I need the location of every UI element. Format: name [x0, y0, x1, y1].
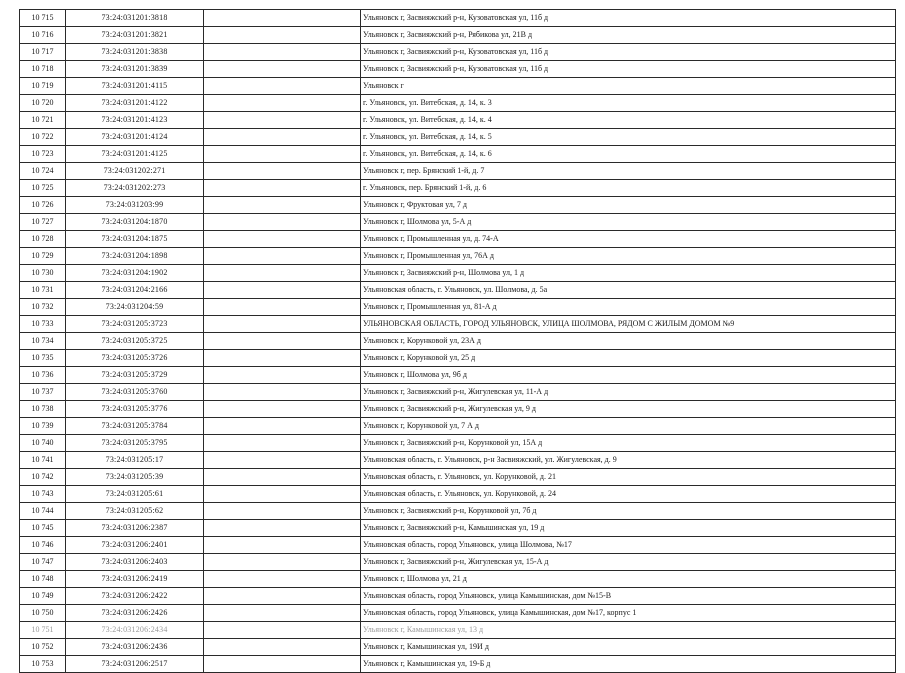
row-number-cell: 10 728 — [20, 231, 66, 248]
cadastral-number-cell: 73:24:031205:3725 — [66, 333, 204, 350]
table-row — [20, 537, 896, 554]
cadastral-number-cell: 73:24:031206:2517 — [66, 656, 204, 673]
address-cell: Ульяновск г, Засвияжский р-н, Жигулевская ул, 11-А д — [361, 384, 896, 401]
cadastral-number-cell: 73:24:031205:3723 — [66, 316, 204, 333]
row-number-cell: 10 729 — [20, 248, 66, 265]
empty-cell — [204, 401, 361, 418]
empty-cell — [204, 588, 361, 605]
table-row — [20, 554, 896, 571]
table-row — [20, 282, 896, 299]
empty-cell — [204, 248, 361, 265]
row-number-cell: 10 743 — [20, 486, 66, 503]
address-cell: Ульяновск г, Засвияжский р-н, Рябикова ул, 21В д — [361, 27, 896, 44]
row-number-cell: 10 730 — [20, 265, 66, 282]
address-cell: Ульяновск г, Камышинская ул, 19И д — [361, 639, 896, 656]
address-cell: Ульяновск г, Корунковой ул, 25 д — [361, 350, 896, 367]
empty-cell — [204, 350, 361, 367]
row-number-cell: 10 744 — [20, 503, 66, 520]
table-row — [20, 418, 896, 435]
row-number-cell: 10 739 — [20, 418, 66, 435]
table-row — [20, 401, 896, 418]
address-cell: Ульяновск г, пер. Брянский 1-й, д. 7 — [361, 163, 896, 180]
cadastral-number-cell: 73:24:031205:39 — [66, 469, 204, 486]
cadastral-number-cell: 73:24:031201:3818 — [66, 10, 204, 27]
address-cell: Ульяновск г, Фруктовая ул, 7 д — [361, 197, 896, 214]
table-row — [20, 180, 896, 197]
empty-cell — [204, 503, 361, 520]
address-cell: Ульяновск г, Засвияжский р-н, Шолмова ул, 1 д — [361, 265, 896, 282]
cadastral-number-cell: 73:24:031205:3784 — [66, 418, 204, 435]
empty-cell — [204, 452, 361, 469]
table-row — [20, 44, 896, 61]
address-cell: г. Ульяновск, ул. Витебская, д. 14, к. 5 — [361, 129, 896, 146]
table-row — [20, 78, 896, 95]
row-number-cell: 10 723 — [20, 146, 66, 163]
address-cell: Ульяновск г, Засвияжский р-н, Корунковой ул, 15А д — [361, 435, 896, 452]
row-number-cell: 10 737 — [20, 384, 66, 401]
empty-cell — [204, 554, 361, 571]
table-row — [20, 95, 896, 112]
empty-cell — [204, 486, 361, 503]
row-number-cell: 10 742 — [20, 469, 66, 486]
table-row — [20, 503, 896, 520]
row-number-cell: 10 732 — [20, 299, 66, 316]
empty-cell — [204, 418, 361, 435]
table-row — [20, 112, 896, 129]
row-number-cell: 10 734 — [20, 333, 66, 350]
cadastral-number-cell: 73:24:031204:59 — [66, 299, 204, 316]
table-row — [20, 350, 896, 367]
table-row — [20, 146, 896, 163]
address-cell: Ульяновск г, Шолмова ул, 5-А д — [361, 214, 896, 231]
address-cell: Ульяновская область, г. Ульяновск, ул. Корунковой, д. 21 — [361, 469, 896, 486]
table-row — [20, 163, 896, 180]
row-number-cell: 10 751 — [20, 622, 66, 639]
table-row — [20, 129, 896, 146]
cadastral-number-cell: 73:24:031204:2166 — [66, 282, 204, 299]
row-number-cell: 10 738 — [20, 401, 66, 418]
cadastral-number-cell: 73:24:031201:4125 — [66, 146, 204, 163]
table-row — [20, 367, 896, 384]
empty-cell — [204, 367, 361, 384]
row-number-cell: 10 746 — [20, 537, 66, 554]
table-row — [20, 316, 896, 333]
cadastral-number-cell: 73:24:031205:61 — [66, 486, 204, 503]
address-cell: Ульяновск г, Засвияжский р-н, Жигулевская ул, 9 д — [361, 401, 896, 418]
cadastral-number-cell: 73:24:031206:2419 — [66, 571, 204, 588]
address-cell: Ульяновск г, Шолмова ул, 21 д — [361, 571, 896, 588]
table-row — [20, 605, 896, 622]
cadastral-number-cell: 73:24:031206:2401 — [66, 537, 204, 554]
address-cell: Ульяновск г, Засвияжский р-н, Кузоватовская ул, 11б д — [361, 10, 896, 27]
cadastral-number-cell: 73:24:031206:2426 — [66, 605, 204, 622]
table-row — [20, 639, 896, 656]
address-cell: Ульяновская область, город Ульяновск, улица Шолмова, №17 — [361, 537, 896, 554]
empty-cell — [204, 44, 361, 61]
address-cell: Ульяновская область, г. Ульяновск, р-н Засвияжский, ул. Жигулевская, д. 9 — [361, 452, 896, 469]
cadastral-number-cell: 73:24:031201:4115 — [66, 78, 204, 95]
table-row — [20, 520, 896, 537]
cadastral-number-cell: 73:24:031203:99 — [66, 197, 204, 214]
table-row — [20, 622, 896, 639]
row-number-cell: 10 748 — [20, 571, 66, 588]
empty-cell — [204, 520, 361, 537]
empty-cell — [204, 197, 361, 214]
address-cell: Ульяновск г, Камышинская ул, 19-Б д — [361, 656, 896, 673]
cadastral-number-cell: 73:24:031205:3729 — [66, 367, 204, 384]
address-cell: г. Ульяновск, ул. Витебская, д. 14, к. 6 — [361, 146, 896, 163]
table-row — [20, 452, 896, 469]
table-row — [20, 10, 896, 27]
table-row — [20, 27, 896, 44]
empty-cell — [204, 10, 361, 27]
cadastral-number-cell: 73:24:031201:4123 — [66, 112, 204, 129]
row-number-cell: 10 733 — [20, 316, 66, 333]
row-number-cell: 10 716 — [20, 27, 66, 44]
cadastral-number-cell: 73:24:031202:271 — [66, 163, 204, 180]
empty-cell — [204, 605, 361, 622]
table-row — [20, 486, 896, 503]
row-number-cell: 10 752 — [20, 639, 66, 656]
address-cell: Ульяновская область, г. Ульяновск, ул. Корунковой, д. 24 — [361, 486, 896, 503]
row-number-cell: 10 725 — [20, 180, 66, 197]
table-row — [20, 384, 896, 401]
table-row — [20, 656, 896, 673]
table-row — [20, 265, 896, 282]
table-row — [20, 469, 896, 486]
cadastral-number-cell: 73:24:031205:17 — [66, 452, 204, 469]
empty-cell — [204, 95, 361, 112]
row-number-cell: 10 722 — [20, 129, 66, 146]
row-number-cell: 10 724 — [20, 163, 66, 180]
cadastral-number-cell: 73:24:031205:3795 — [66, 435, 204, 452]
row-number-cell: 10 727 — [20, 214, 66, 231]
address-cell: УЛЬЯНОВСКАЯ ОБЛАСТЬ, ГОРОД УЛЬЯНОВСК, УЛИЦА ШОЛМОВА, РЯДОМ С ЖИЛЫМ ДОМОМ №9 — [361, 316, 896, 333]
empty-cell — [204, 435, 361, 452]
table-row — [20, 214, 896, 231]
cadastral-number-cell: 73:24:031201:4124 — [66, 129, 204, 146]
empty-cell — [204, 316, 361, 333]
table-row — [20, 571, 896, 588]
table-row — [20, 588, 896, 605]
empty-cell — [204, 112, 361, 129]
empty-cell — [204, 639, 361, 656]
row-number-cell: 10 719 — [20, 78, 66, 95]
cadastral-number-cell: 73:24:031204:1870 — [66, 214, 204, 231]
cadastral-number-cell: 73:24:031204:1898 — [66, 248, 204, 265]
cadastral-number-cell: 73:24:031206:2434 — [66, 622, 204, 639]
row-number-cell: 10 740 — [20, 435, 66, 452]
cadastral-number-cell: 73:24:031201:3838 — [66, 44, 204, 61]
empty-cell — [204, 146, 361, 163]
empty-cell — [204, 384, 361, 401]
empty-cell — [204, 656, 361, 673]
address-cell: Ульяновск г, Корунковой ул, 7 А д — [361, 418, 896, 435]
empty-cell — [204, 61, 361, 78]
table-row — [20, 61, 896, 78]
cadastral-number-cell: 73:24:031201:3821 — [66, 27, 204, 44]
empty-cell — [204, 180, 361, 197]
row-number-cell: 10 726 — [20, 197, 66, 214]
cadastral-number-cell: 73:24:031205:3726 — [66, 350, 204, 367]
empty-cell — [204, 163, 361, 180]
empty-cell — [204, 299, 361, 316]
row-number-cell: 10 745 — [20, 520, 66, 537]
table-row — [20, 299, 896, 316]
table-row — [20, 248, 896, 265]
row-number-cell: 10 741 — [20, 452, 66, 469]
row-number-cell: 10 715 — [20, 10, 66, 27]
row-number-cell: 10 735 — [20, 350, 66, 367]
empty-cell — [204, 282, 361, 299]
address-cell: Ульяновск г, Корунковой ул, 23А д — [361, 333, 896, 350]
address-cell: Ульяновская область, г. Ульяновск, ул. Шолмова, д. 5а — [361, 282, 896, 299]
empty-cell — [204, 469, 361, 486]
address-cell: Ульяновск г, Камышинская ул, 13 д — [361, 622, 896, 639]
cadastral-number-cell: 73:24:031204:1902 — [66, 265, 204, 282]
address-cell: Ульяновск г, Промышленная ул, 76А д — [361, 248, 896, 265]
address-cell: Ульяновская область, город Ульяновск, улица Камышинская, дом №17, корпус 1 — [361, 605, 896, 622]
table-row — [20, 231, 896, 248]
registry-table — [19, 9, 896, 673]
address-cell: Ульяновск г, Засвияжский р-н, Жигулевская ул, 15-А д — [361, 554, 896, 571]
cadastral-number-cell: 73:24:031206:2387 — [66, 520, 204, 537]
address-cell: Ульяновск г — [361, 78, 896, 95]
address-cell: Ульяновск г, Засвияжский р-н, Корунковой ул, 7б д — [361, 503, 896, 520]
cadastral-number-cell: 73:24:031201:3839 — [66, 61, 204, 78]
cadastral-number-cell: 73:24:031206:2403 — [66, 554, 204, 571]
row-number-cell: 10 747 — [20, 554, 66, 571]
cadastral-number-cell: 73:24:031205:3760 — [66, 384, 204, 401]
empty-cell — [204, 231, 361, 248]
address-cell: Ульяновск г, Шолмова ул, 9б д — [361, 367, 896, 384]
empty-cell — [204, 622, 361, 639]
address-cell: Ульяновск г, Промышленная ул, 81-А д — [361, 299, 896, 316]
row-number-cell: 10 731 — [20, 282, 66, 299]
row-number-cell: 10 750 — [20, 605, 66, 622]
row-number-cell: 10 720 — [20, 95, 66, 112]
table-row — [20, 197, 896, 214]
empty-cell — [204, 333, 361, 350]
row-number-cell: 10 721 — [20, 112, 66, 129]
address-cell: г. Ульяновск, ул. Витебская, д. 14, к. 3 — [361, 95, 896, 112]
registry-rows — [20, 10, 896, 673]
empty-cell — [204, 571, 361, 588]
row-number-cell: 10 753 — [20, 656, 66, 673]
row-number-cell: 10 749 — [20, 588, 66, 605]
table-row — [20, 435, 896, 452]
cadastral-number-cell: 73:24:031202:273 — [66, 180, 204, 197]
empty-cell — [204, 265, 361, 282]
empty-cell — [204, 78, 361, 95]
registry-sheet — [19, 9, 896, 673]
empty-cell — [204, 214, 361, 231]
cadastral-number-cell: 73:24:031204:1875 — [66, 231, 204, 248]
cadastral-number-cell: 73:24:031201:4122 — [66, 95, 204, 112]
cadastral-number-cell: 73:24:031206:2422 — [66, 588, 204, 605]
address-cell: Ульяновск г, Засвияжский р-н, Кузоватовская ул, 11б д — [361, 44, 896, 61]
address-cell: г. Ульяновск, пер. Брянский 1-й, д. 6 — [361, 180, 896, 197]
cadastral-number-cell: 73:24:031206:2436 — [66, 639, 204, 656]
address-cell: Ульяновск г, Засвияжский р-н, Кузоватовская ул, 11б д — [361, 61, 896, 78]
empty-cell — [204, 129, 361, 146]
table-row — [20, 333, 896, 350]
address-cell: Ульяновская область, город Ульяновск, улица Камышинская, дом №15-В — [361, 588, 896, 605]
cadastral-number-cell: 73:24:031205:62 — [66, 503, 204, 520]
empty-cell — [204, 537, 361, 554]
address-cell: Ульяновск г, Засвияжский р-н, Камышинская ул, 19 д — [361, 520, 896, 537]
row-number-cell: 10 717 — [20, 44, 66, 61]
row-number-cell: 10 736 — [20, 367, 66, 384]
address-cell: г. Ульяновск, ул. Витебская, д. 14, к. 4 — [361, 112, 896, 129]
empty-cell — [204, 27, 361, 44]
row-number-cell: 10 718 — [20, 61, 66, 78]
cadastral-number-cell: 73:24:031205:3776 — [66, 401, 204, 418]
address-cell: Ульяновск г, Промышленная ул, д. 74-А — [361, 231, 896, 248]
